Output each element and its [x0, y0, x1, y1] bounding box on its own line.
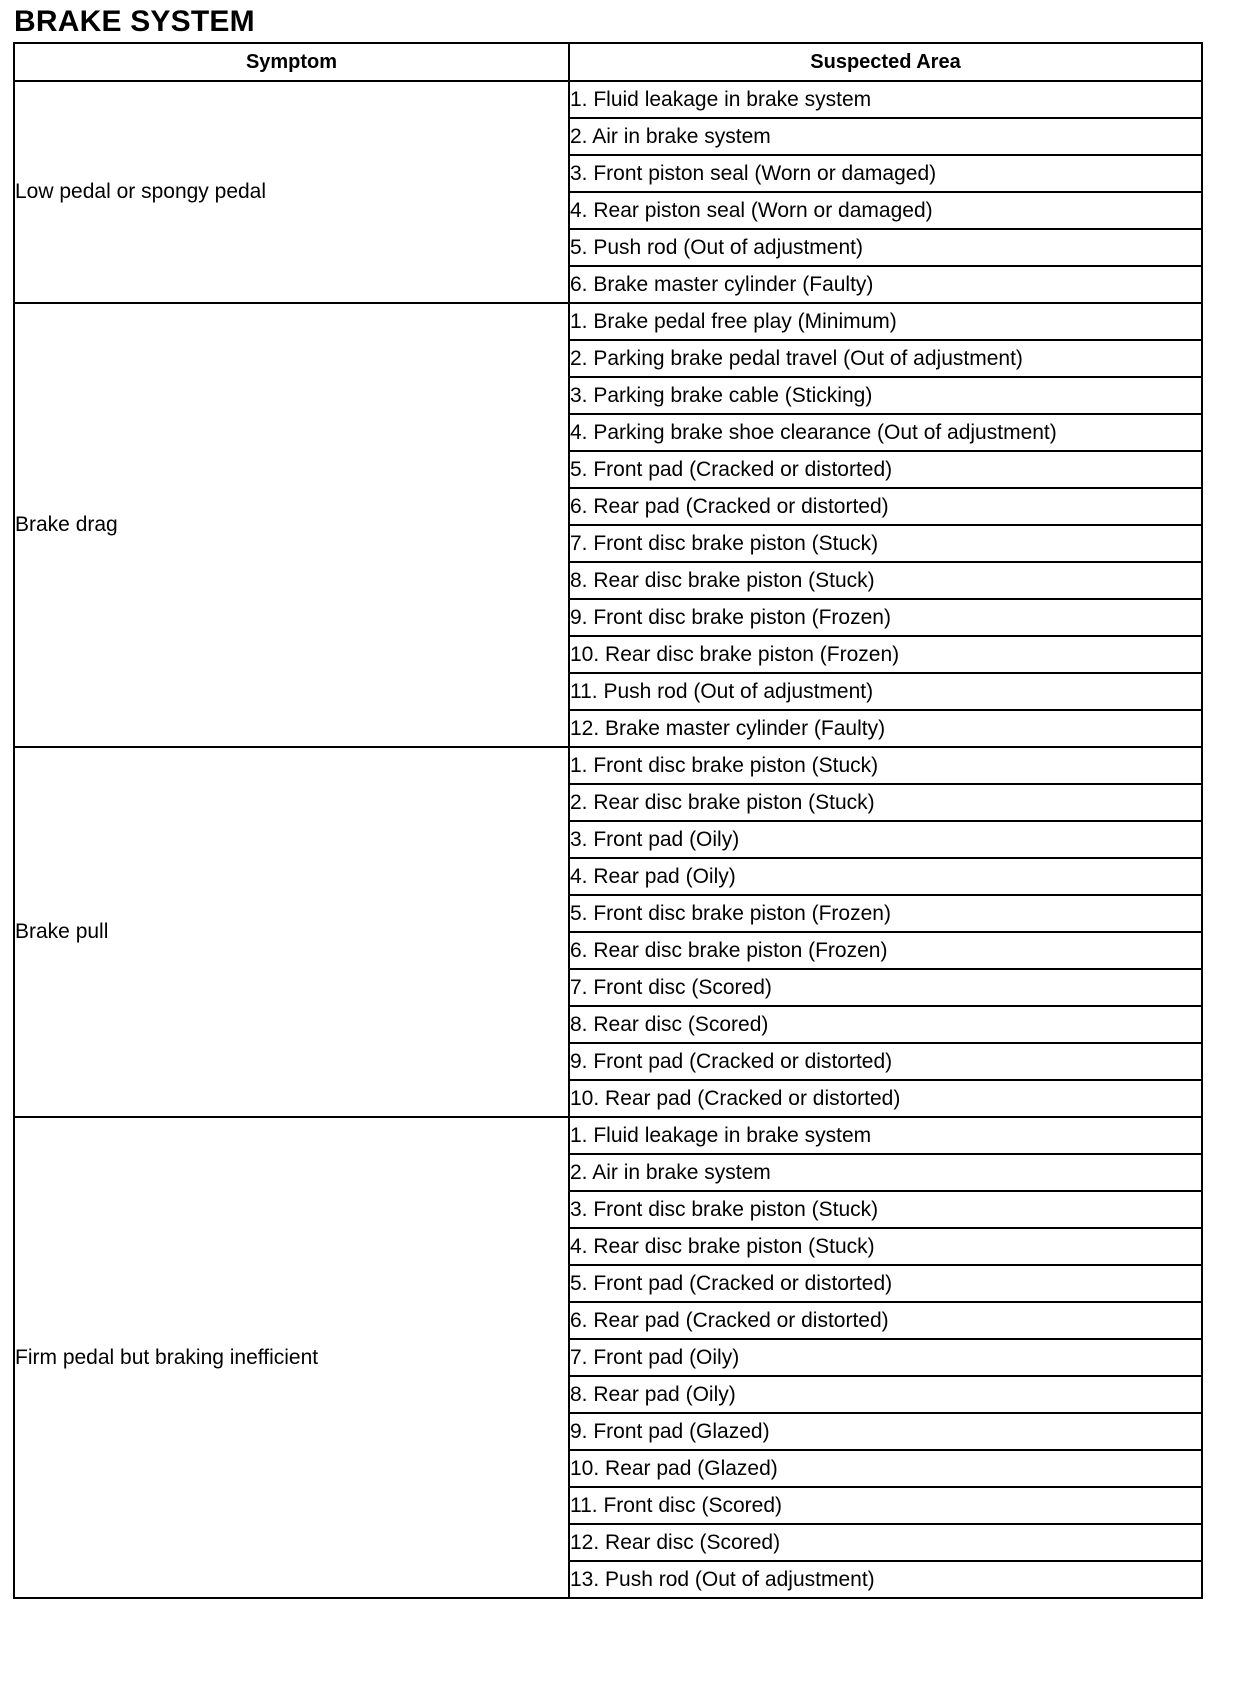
header-row — [14, 43, 1202, 81]
table-body — [14, 81, 1202, 1598]
suspected-area-cell: 1. Fluid leakage in brake system — [569, 81, 1202, 118]
suspected-area-cell: 5. Push rod (Out of adjustment) — [569, 229, 1202, 266]
suspected-area-cell: 10. Rear pad (Glazed) — [569, 1450, 1202, 1487]
suspected-area-cell: 6. Rear pad (Cracked or distorted) — [569, 488, 1202, 525]
symptom-cell: Low pedal or spongy pedal — [14, 81, 569, 303]
suspected-area-cell: 2. Parking brake pedal travel (Out of adjustment) — [569, 340, 1202, 377]
suspected-area-cell: 4. Rear disc brake piston (Stuck) — [569, 1228, 1202, 1265]
suspected-area-cell: 10. Rear disc brake piston (Frozen) — [569, 636, 1202, 673]
suspected-area-cell: 1. Fluid leakage in brake system — [569, 1117, 1202, 1154]
suspected-area-column-header: Suspected Area — [569, 43, 1202, 81]
table-header — [14, 43, 1202, 81]
suspected-area-cell: 2. Air in brake system — [569, 118, 1202, 155]
suspected-area-cell: 6. Rear disc brake piston (Frozen) — [569, 932, 1202, 969]
suspected-area-cell: 5. Front disc brake piston (Frozen) — [569, 895, 1202, 932]
suspected-area-cell: 1. Brake pedal free play (Minimum) — [569, 303, 1202, 340]
suspected-area-cell: 9. Front disc brake piston (Frozen) — [569, 599, 1202, 636]
page-title: BRAKE SYSTEM — [14, 5, 255, 38]
suspected-area-cell: 11. Front disc (Scored) — [569, 1487, 1202, 1524]
suspected-area-cell: 3. Front disc brake piston (Stuck) — [569, 1191, 1202, 1228]
suspected-area-cell: 9. Front pad (Glazed) — [569, 1413, 1202, 1450]
table-row — [14, 747, 1202, 784]
suspected-area-cell: 11. Push rod (Out of adjustment) — [569, 673, 1202, 710]
suspected-area-cell: 7. Front pad (Oily) — [569, 1339, 1202, 1376]
suspected-area-cell: 8. Rear disc brake piston (Stuck) — [569, 562, 1202, 599]
troubleshooting-table — [13, 42, 1203, 1599]
suspected-area-cell: 5. Front pad (Cracked or distorted) — [569, 451, 1202, 488]
suspected-area-cell: 2. Air in brake system — [569, 1154, 1202, 1191]
suspected-area-cell: 7. Front disc brake piston (Stuck) — [569, 525, 1202, 562]
suspected-area-cell: 6. Rear pad (Cracked or distorted) — [569, 1302, 1202, 1339]
table-row — [14, 303, 1202, 340]
suspected-area-cell: 3. Front pad (Oily) — [569, 821, 1202, 858]
suspected-area-cell: 4. Parking brake shoe clearance (Out of adjustment) — [569, 414, 1202, 451]
suspected-area-cell: 4. Rear piston seal (Worn or damaged) — [569, 192, 1202, 229]
suspected-area-cell: 4. Rear pad (Oily) — [569, 858, 1202, 895]
suspected-area-cell: 8. Rear disc (Scored) — [569, 1006, 1202, 1043]
suspected-area-cell: 13. Push rod (Out of adjustment) — [569, 1561, 1202, 1598]
symptom-cell: Brake drag — [14, 303, 569, 747]
suspected-area-cell: 6. Brake master cylinder (Faulty) — [569, 266, 1202, 303]
table-row — [14, 1117, 1202, 1154]
table-row — [14, 81, 1202, 118]
suspected-area-cell: 12. Brake master cylinder (Faulty) — [569, 710, 1202, 747]
suspected-area-cell: 3. Parking brake cable (Sticking) — [569, 377, 1202, 414]
suspected-area-cell: 8. Rear pad (Oily) — [569, 1376, 1202, 1413]
suspected-area-cell: 12. Rear disc (Scored) — [569, 1524, 1202, 1561]
symptom-cell: Brake pull — [14, 747, 569, 1117]
suspected-area-cell: 1. Front disc brake piston (Stuck) — [569, 747, 1202, 784]
symptom-column-header: Symptom — [14, 43, 569, 81]
suspected-area-cell: 3. Front piston seal (Worn or damaged) — [569, 155, 1202, 192]
suspected-area-cell: 7. Front disc (Scored) — [569, 969, 1202, 1006]
suspected-area-cell: 5. Front pad (Cracked or distorted) — [569, 1265, 1202, 1302]
suspected-area-cell: 9. Front pad (Cracked or distorted) — [569, 1043, 1202, 1080]
suspected-area-cell: 10. Rear pad (Cracked or distorted) — [569, 1080, 1202, 1117]
symptom-cell: Firm pedal but braking inefficient — [14, 1117, 569, 1598]
suspected-area-cell: 2. Rear disc brake piston (Stuck) — [569, 784, 1202, 821]
